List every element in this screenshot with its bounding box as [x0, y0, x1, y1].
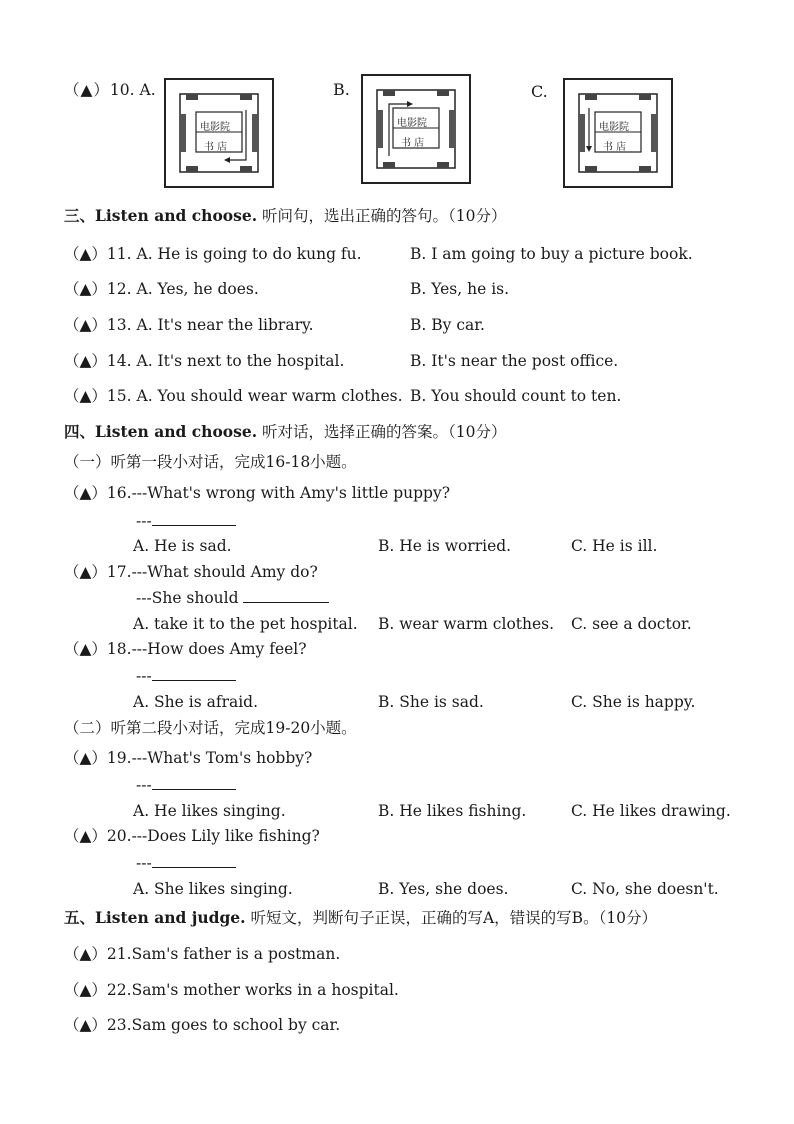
q19-option-b: B. He likes fishing. — [378, 802, 527, 820]
map-a-bottom-label: 书 店 — [204, 142, 228, 153]
q12-option-b: B. Yes, he is. — [410, 280, 510, 298]
q21-statement: 21.Sam's father is a postman. — [106, 945, 341, 963]
q14-option-b: B. It's near the post office. — [410, 352, 619, 370]
answer-paren: （▲） — [64, 387, 107, 405]
q16-question: 16.---What's wrong with Amy's little puppy? — [106, 484, 451, 502]
q10-option-a-label: 10. A. — [109, 81, 156, 99]
q23-statement: 23.Sam goes to school by car. — [106, 1016, 341, 1034]
q21-row — [64, 944, 340, 964]
q10-map-a — [164, 78, 274, 188]
answer-prompt: ---She should — [136, 589, 239, 607]
q15-option-b: B. You should count to ten. — [410, 387, 622, 405]
section3-heading-cn: 听问句，选出正确的答句。（10分） — [257, 207, 507, 225]
q20-option-b: B. Yes, she does. — [378, 880, 509, 898]
answer-paren: （▲） — [64, 749, 107, 767]
q10-option-c-label: C. — [531, 82, 548, 101]
section4-heading-cn: 听对话，选择正确的答案。（10分） — [257, 423, 507, 441]
q15-option-a: 15. A. You should wear warm clothes. — [106, 387, 403, 405]
q11-option-a: 11. A. He is going to do kung fu. — [106, 245, 362, 263]
q16-answer-line — [136, 511, 236, 531]
q18-option-b: B. She is sad. — [378, 693, 484, 711]
map-b-top-label: 电影院 — [397, 118, 427, 129]
answer-paren: （▲） — [64, 640, 107, 658]
q13-option-a: 13. A. It's near the library. — [106, 316, 314, 334]
section4-heading-en: 四、Listen and choose. — [64, 422, 258, 441]
section5-heading-en: 五、Listen and judge. — [64, 908, 246, 927]
q19-question: 19.---What's Tom's hobby? — [106, 749, 313, 767]
q17-option-b: B. wear warm clothes. — [378, 615, 555, 633]
answer-paren: （▲） — [64, 1016, 107, 1034]
section3-heading — [64, 206, 507, 226]
q20-option-c: C. No, she doesn't. — [571, 880, 719, 898]
q17-question: 17.---What should Amy do? — [106, 563, 318, 581]
answer-blank — [152, 853, 236, 868]
q20-option-a: A. She likes singing. — [133, 880, 293, 898]
q19-answer-line — [136, 775, 236, 795]
map-a-top-label: 电影院 — [200, 122, 230, 133]
answer-paren: （▲） — [64, 316, 107, 334]
q17-option-c: C. see a doctor. — [571, 615, 692, 633]
section4-part1: （一）听第一段小对话，完成16-18小题。 — [64, 453, 357, 471]
q22-row — [64, 980, 399, 1000]
q23-row — [64, 1015, 340, 1035]
q10-row — [64, 80, 156, 100]
map-a-drawing — [166, 80, 272, 186]
q14-option-a: 14. A. It's next to the hospital. — [106, 352, 345, 370]
q11-option-b: B. I am going to buy a picture book. — [410, 245, 693, 263]
q14-row — [64, 351, 344, 371]
q13-row — [64, 315, 314, 335]
answer-blank — [152, 775, 236, 790]
q19-option-c: C. He likes drawing. — [571, 802, 731, 820]
q16-row — [64, 483, 450, 503]
answer-paren: （▲） — [64, 245, 107, 263]
section5-heading — [64, 908, 657, 928]
q18-question: 18.---How does Amy feel? — [106, 640, 307, 658]
answer-paren: （▲） — [64, 563, 107, 581]
q10-map-c — [563, 78, 673, 188]
section5-heading-cn: 听短文，判断句子正误，正确的写A，错误的写B。（10分） — [245, 909, 658, 927]
q17-option-a: A. take it to the pet hospital. — [133, 615, 358, 633]
q22-statement: 22.Sam's mother works in a hospital. — [106, 981, 399, 999]
dash: --- — [136, 854, 152, 872]
answer-blank — [243, 588, 329, 603]
q16-option-c: C. He is ill. — [571, 537, 658, 555]
q18-option-a: A. She is afraid. — [133, 693, 259, 711]
section4-part2: （二）听第二段小对话，完成19-20小题。 — [64, 719, 357, 737]
map-c-top-label: 电影院 — [599, 122, 629, 133]
q19-option-a: A. He likes singing. — [133, 802, 286, 820]
q17-answer-line — [136, 588, 329, 608]
q11-row — [64, 244, 362, 264]
map-b-bottom-label: 书 店 — [401, 138, 425, 149]
map-c-drawing — [565, 80, 671, 186]
answer-blank — [152, 511, 236, 526]
q20-answer-line — [136, 853, 236, 873]
map-c-bottom-label: 书 店 — [603, 142, 627, 153]
q15-row — [64, 386, 403, 406]
q17-row — [64, 562, 318, 582]
answer-blank — [152, 666, 236, 681]
dash: --- — [136, 776, 152, 794]
answer-paren: （▲） — [64, 280, 107, 298]
q10-map-b — [361, 74, 471, 184]
answer-paren: （▲） — [64, 827, 107, 845]
dash: --- — [136, 512, 152, 530]
dash: --- — [136, 667, 152, 685]
q12-row — [64, 279, 259, 299]
q18-row — [64, 639, 307, 659]
q10-option-b-label: B. — [333, 80, 350, 99]
answer-paren: （▲） — [64, 81, 110, 99]
q19-row — [64, 748, 312, 768]
answer-paren: （▲） — [64, 484, 107, 502]
answer-paren: （▲） — [64, 945, 107, 963]
answer-paren: （▲） — [64, 981, 107, 999]
q20-question: 20.---Does Lily like fishing? — [106, 827, 320, 845]
q12-option-a: 12. A. Yes, he does. — [106, 280, 259, 298]
q18-answer-line — [136, 666, 236, 686]
map-b-drawing — [363, 76, 469, 182]
q16-option-b: B. He is worried. — [378, 537, 512, 555]
q16-option-a: A. He is sad. — [133, 537, 232, 555]
answer-paren: （▲） — [64, 352, 107, 370]
q18-option-c: C. She is happy. — [571, 693, 696, 711]
q13-option-b: B. By car. — [410, 316, 485, 334]
section3-heading-en: 三、Listen and choose. — [64, 206, 258, 225]
q20-row — [64, 826, 320, 846]
section4-heading — [64, 422, 507, 442]
